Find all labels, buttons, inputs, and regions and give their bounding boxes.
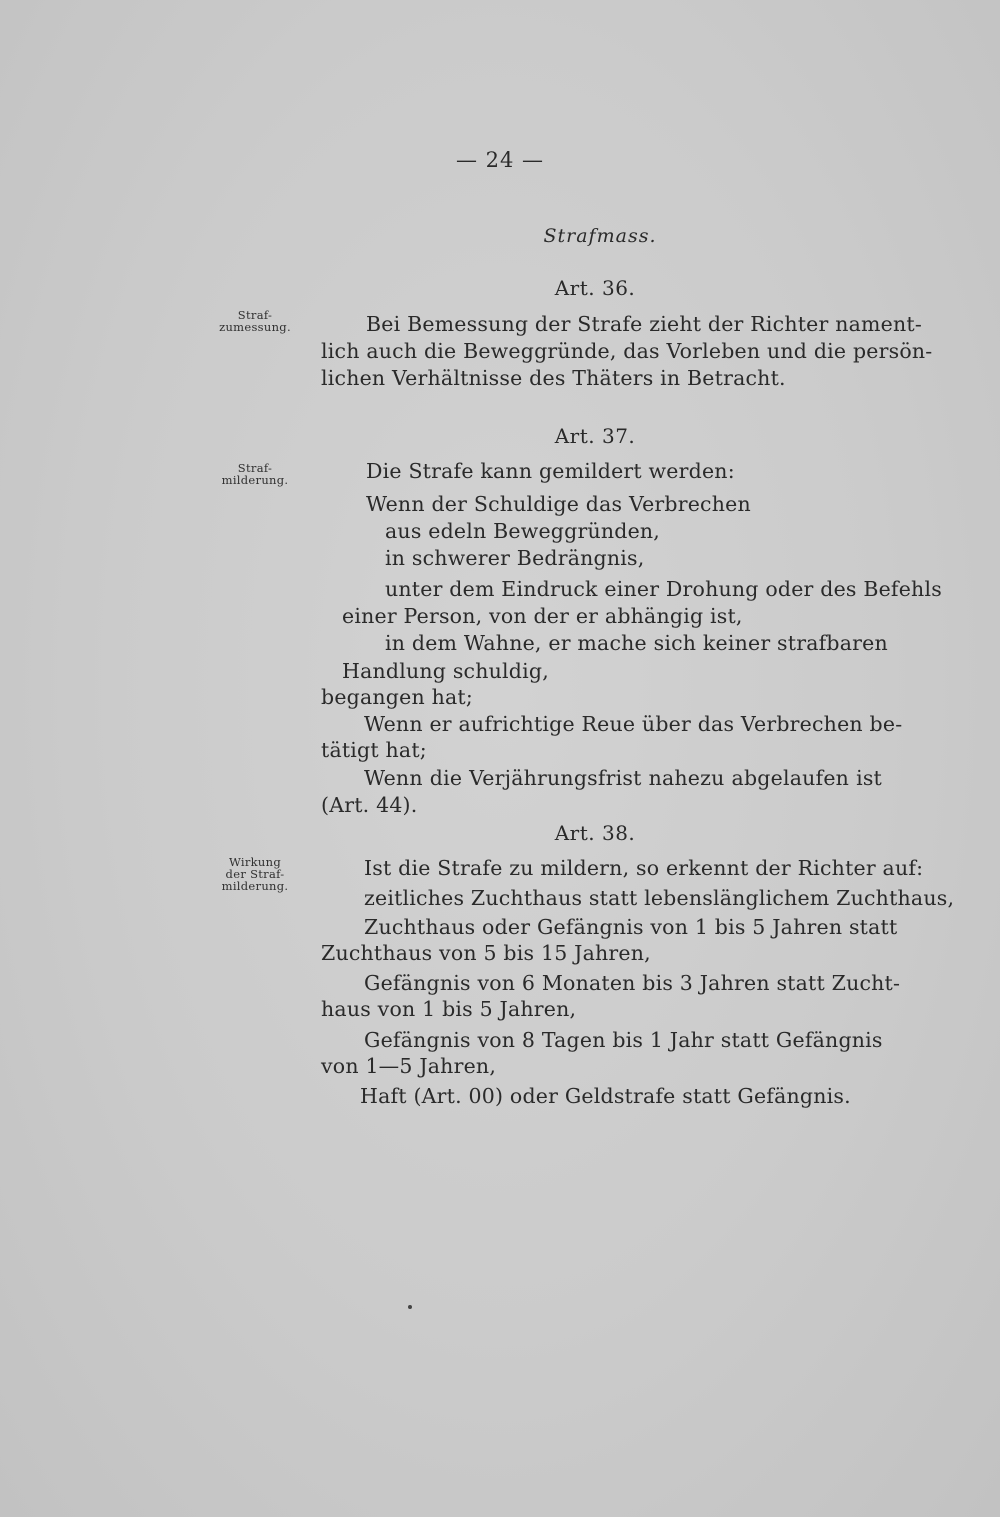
article-38-line: Zuchthaus von 5 bis 15 Jahren,	[321, 941, 651, 965]
article-38-line: Gefängnis von 8 Tagen bis 1 Jahr statt Gefängnis	[364, 1028, 883, 1052]
article-38-line: zeitliches Zuchthaus statt lebenslänglichem Zuchthaus,	[364, 886, 955, 910]
margin-note-line: Straf-	[237, 461, 273, 475]
margin-note-line: der Straf-	[225, 867, 285, 881]
article-36-line: lich auch die Beweggründe, das Vorleben und die persön-	[321, 339, 933, 363]
article-37-line: Wenn er aufrichtige Reue über das Verbrechen be-	[364, 712, 903, 736]
article-37-line: (Art. 44).	[321, 793, 418, 817]
article-36-line: lichen Verhältnisse des Thäters in Betracht.	[321, 366, 786, 390]
margin-note-line: Straf-	[237, 308, 273, 322]
article-37-line: Die Strafe kann gemildert werden:	[366, 459, 735, 483]
margin-note-strafzumessung	[200, 309, 310, 333]
ink-speck	[408, 1305, 412, 1309]
section-title: Strafmass.	[543, 225, 657, 247]
article-37-line: begangen hat;	[321, 685, 473, 709]
margin-note-line: Wirkung	[228, 855, 282, 869]
article-37-line: Wenn die Verjährungsfrist nahezu abgelaufen ist	[364, 766, 882, 790]
article-37-line: einer Person, von der er abhängig ist,	[342, 604, 743, 628]
article-38-line: haus von 1 bis 5 Jahren,	[321, 997, 577, 1021]
article-38-line: Haft (Art. 00) oder Geldstrafe statt Gefängnis.	[360, 1084, 851, 1108]
margin-note-line: zumessung.	[219, 320, 291, 334]
article-37-heading: Art. 37.	[554, 424, 636, 448]
article-38-heading: Art. 38.	[554, 821, 636, 845]
margin-note-strafmilderung	[200, 462, 310, 486]
margin-note-line: milderung.	[221, 879, 289, 893]
article-38-line: Gefängnis von 6 Monaten bis 3 Jahren statt Zucht-	[364, 971, 901, 995]
page-number: — 24 —	[455, 148, 545, 172]
article-37-line: in schwerer Bedrängnis,	[385, 546, 645, 570]
article-36-line: Bei Bemessung der Strafe zieht der Richter nament-	[366, 312, 922, 336]
margin-note-wirkung-der-strafmilderung	[200, 856, 310, 892]
article-37-line: Handlung schuldig,	[342, 659, 549, 683]
article-38-line: Zuchthaus oder Gefängnis von 1 bis 5 Jahren statt	[364, 915, 898, 939]
article-38-line: von 1—5 Jahren,	[321, 1054, 497, 1078]
article-37-line: in dem Wahne, er mache sich keiner strafbaren	[385, 631, 888, 655]
margin-note-line: milderung.	[221, 473, 289, 487]
article-37-line: tätigt hat;	[321, 738, 427, 762]
article-38-line: Ist die Strafe zu mildern, so erkennt der Richter auf:	[364, 856, 924, 880]
article-36-heading: Art. 36.	[554, 276, 636, 300]
article-37-line: Wenn der Schuldige das Verbrechen	[366, 492, 751, 516]
article-37-line: unter dem Eindruck einer Drohung oder des Befehls	[385, 577, 942, 601]
article-37-line: aus edeln Beweggründen,	[385, 519, 661, 543]
